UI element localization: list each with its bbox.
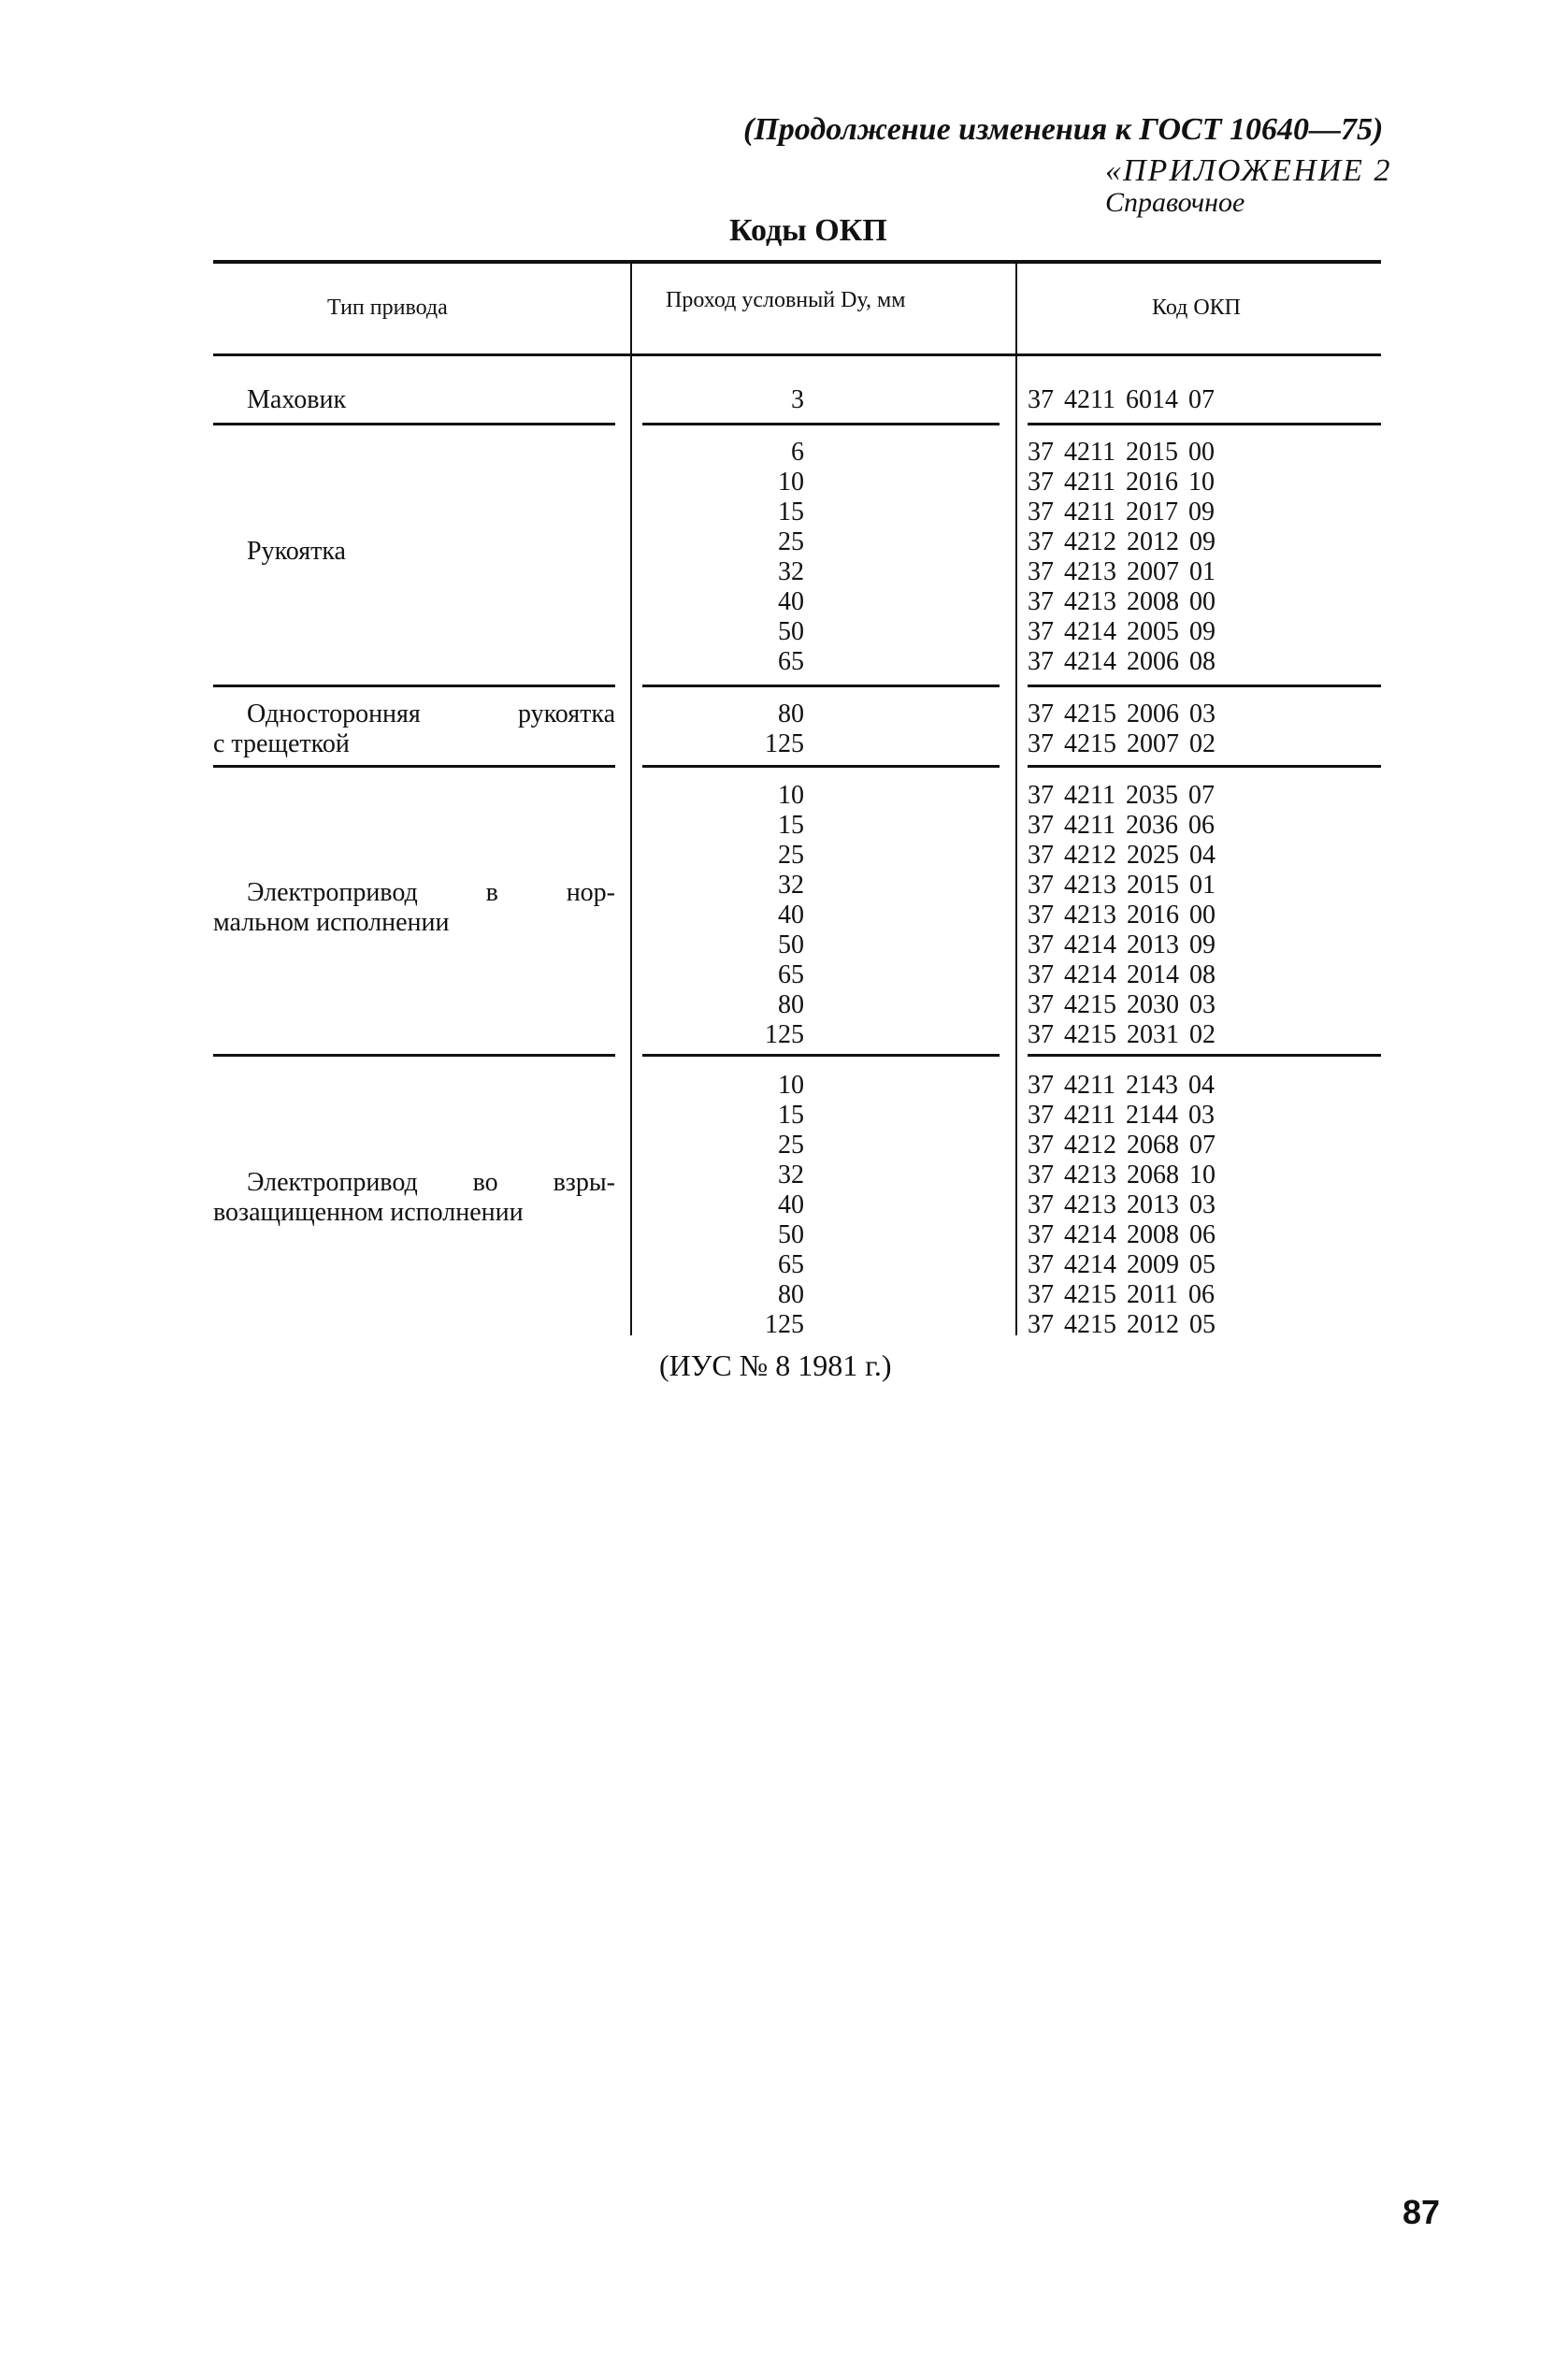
table-title: Коды ОКП — [729, 213, 887, 248]
column-divider — [1015, 264, 1017, 1335]
okp-code-value: 37 4215 2030 03 — [1028, 990, 1216, 1019]
drive-type-label — [213, 1168, 615, 1228]
okp-code-value: 37 4215 2012 05 — [1028, 1310, 1216, 1339]
nominal-bore-value: 10 — [778, 781, 804, 810]
nominal-bore-value: 80 — [778, 1280, 804, 1309]
column-header-nominal-bore: Проход условный Dу, мм — [666, 288, 906, 312]
okp-code-value: 37 4211 2035 07 — [1028, 781, 1215, 810]
group-separator-rule — [213, 765, 615, 768]
nominal-bore-value: 15 — [778, 497, 804, 526]
group-separator-rule — [1028, 765, 1381, 768]
drive-type-label-line: с трещеткой — [213, 729, 350, 758]
nominal-bore-value: 32 — [778, 1160, 804, 1189]
nominal-bore-value: 40 — [778, 1190, 804, 1219]
okp-code-value: 37 4215 2031 02 — [1028, 1020, 1216, 1049]
group-separator-rule — [642, 765, 1000, 768]
okp-code-value: 37 4214 2005 09 — [1028, 617, 1216, 646]
okp-code-value: 37 4211 6014 07 — [1028, 385, 1215, 414]
nominal-bore-value: 80 — [778, 699, 804, 728]
okp-code-value: 37 4214 2014 08 — [1028, 960, 1216, 989]
okp-code-value: 37 4213 2015 01 — [1028, 871, 1216, 900]
nominal-bore-value: 32 — [778, 871, 804, 900]
nominal-bore-value: 15 — [778, 1101, 804, 1130]
okp-code-value: 37 4215 2007 02 — [1028, 729, 1216, 758]
nominal-bore-value: 15 — [778, 811, 804, 840]
nominal-bore-value: 3 — [791, 385, 804, 414]
okp-code-value: 37 4215 2011 06 — [1028, 1280, 1215, 1309]
group-separator-rule — [213, 1054, 615, 1057]
drive-type-label-line: Рукоятка — [247, 537, 346, 566]
appendix-heading: «ПРИЛОЖЕНИЕ 2 — [1105, 153, 1392, 188]
okp-code-value: 37 4212 2068 07 — [1028, 1131, 1216, 1160]
drive-type-label-line: Электропривод во взры- — [247, 1168, 615, 1197]
okp-code-value: 37 4213 2008 00 — [1028, 587, 1216, 616]
okp-code-value: 37 4215 2006 03 — [1028, 699, 1216, 728]
nominal-bore-value: 25 — [778, 841, 804, 870]
group-separator-rule — [1028, 1054, 1381, 1057]
nominal-bore-value: 80 — [778, 990, 804, 1019]
okp-code-value: 37 4213 2007 01 — [1028, 557, 1216, 586]
nominal-bore-value: 50 — [778, 617, 804, 646]
nominal-bore-value: 125 — [765, 729, 804, 758]
okp-code-value: 37 4214 2009 05 — [1028, 1250, 1216, 1279]
column-header-drive-type: Тип привода — [327, 296, 448, 320]
drive-type-label — [213, 537, 615, 567]
nominal-bore-value: 10 — [778, 468, 804, 497]
okp-code-value: 37 4211 2017 09 — [1028, 497, 1215, 526]
page-number: 87 — [1403, 2193, 1441, 2231]
okp-code-value: 37 4214 2013 09 — [1028, 930, 1216, 959]
okp-code-value: 37 4211 2144 03 — [1028, 1101, 1215, 1130]
group-separator-rule — [213, 423, 615, 425]
nominal-bore-value: 50 — [778, 1220, 804, 1249]
column-header-okp-code: Код ОКП — [1152, 296, 1242, 320]
drive-type-label — [213, 878, 615, 938]
drive-type-label — [213, 699, 615, 759]
footnote-source: (ИУС № 8 1981 г.) — [659, 1348, 892, 1382]
drive-type-label — [213, 385, 615, 415]
okp-code-value: 37 4214 2006 08 — [1028, 647, 1216, 676]
nominal-bore-value: 40 — [778, 587, 804, 616]
column-divider — [630, 264, 632, 1335]
group-separator-rule — [1028, 685, 1381, 687]
nominal-bore-value: 10 — [778, 1071, 804, 1100]
okp-code-value: 37 4211 2143 04 — [1028, 1071, 1215, 1100]
nominal-bore-value: 6 — [791, 438, 804, 467]
okp-code-value: 37 4213 2013 03 — [1028, 1190, 1216, 1219]
group-separator-rule — [1028, 423, 1381, 425]
group-separator-rule — [642, 423, 1000, 425]
nominal-bore-value: 65 — [778, 1250, 804, 1279]
drive-type-label-line: возащищенном исполнении — [213, 1198, 524, 1227]
okp-code-value: 37 4213 2016 00 — [1028, 901, 1216, 930]
drive-type-label-line: Односторонняя рукоятка — [247, 699, 615, 728]
nominal-bore-value: 50 — [778, 930, 804, 959]
drive-type-label-line: мальном исполнении — [213, 908, 450, 937]
nominal-bore-value: 125 — [765, 1020, 804, 1049]
okp-code-value: 37 4213 2068 10 — [1028, 1160, 1216, 1189]
drive-type-label-line: Электропривод в нор- — [247, 878, 615, 907]
okp-code-value: 37 4211 2036 06 — [1028, 811, 1215, 840]
nominal-bore-value: 65 — [778, 960, 804, 989]
okp-code-value: 37 4211 2015 00 — [1028, 438, 1215, 467]
continuation-note: (Продолжение изменения к ГОСТ 10640—75) — [743, 112, 1384, 147]
group-separator-rule — [213, 685, 615, 687]
nominal-bore-value: 40 — [778, 901, 804, 930]
table-top-rule — [213, 260, 1381, 264]
nominal-bore-value: 25 — [778, 1131, 804, 1160]
nominal-bore-value: 65 — [778, 647, 804, 676]
drive-type-label-line: Маховик — [247, 385, 347, 414]
nominal-bore-value: 25 — [778, 527, 804, 556]
okp-code-value: 37 4212 2025 04 — [1028, 841, 1216, 870]
okp-code-value: 37 4214 2008 06 — [1028, 1220, 1216, 1249]
group-separator-rule — [642, 1054, 1000, 1057]
nominal-bore-value: 125 — [765, 1310, 804, 1339]
okp-code-value: 37 4211 2016 10 — [1028, 468, 1215, 497]
appendix-type: Справочное — [1105, 187, 1245, 218]
group-separator-rule — [642, 685, 1000, 687]
nominal-bore-value: 32 — [778, 557, 804, 586]
header-bottom-rule — [213, 353, 1381, 356]
okp-code-value: 37 4212 2012 09 — [1028, 527, 1216, 556]
